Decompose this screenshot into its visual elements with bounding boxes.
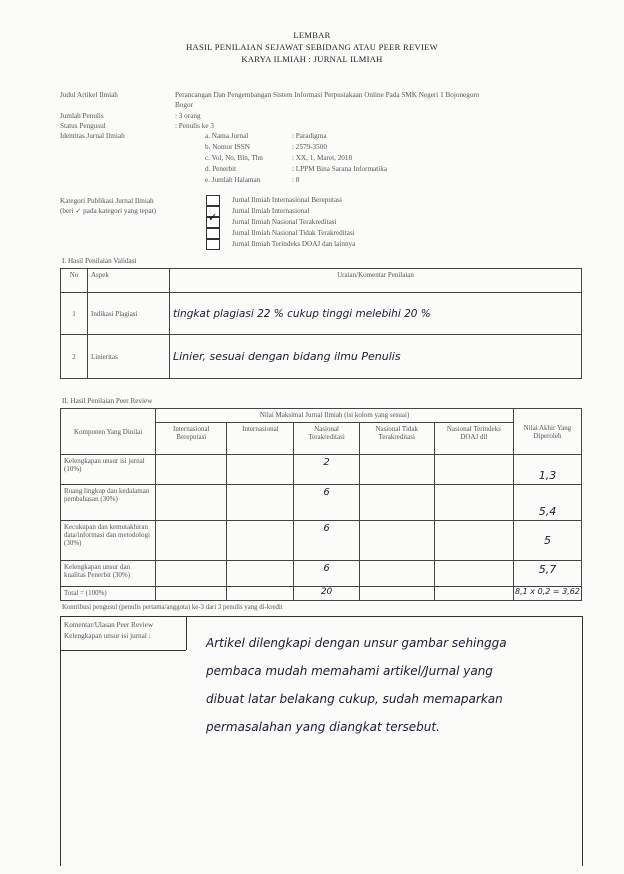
row-komponen: Kelengkapan unsur isi jurnal (10%) <box>61 455 156 485</box>
komentar-line: dibuat latar belakang cukup, sudah memaparkan <box>206 692 503 706</box>
row-nilai-nasional: 6 <box>323 523 330 534</box>
kategori-hint: (beri ✓ pada kategori yang tepat) <box>60 207 157 215</box>
col-header: Nasional Terindeks DOAJ dll <box>434 423 513 455</box>
table-row <box>61 293 582 335</box>
col-header-akhir: Nilai Akhir Yang Diperoleh <box>513 409 581 455</box>
row-nilai-nasional: 2 <box>323 457 330 468</box>
row-komponen: Kecukupan dan kemutakhiran data/informasi dan metodologi (30%) <box>61 521 156 561</box>
row-aspek: Indikasi Plagiasi <box>88 293 170 335</box>
judul-value-cont: Bogor <box>175 101 193 109</box>
komentar-line: permasalahan yang diangkat tersebut. <box>206 720 440 734</box>
komentar-box-top <box>60 616 582 617</box>
kategori-checkbox[interactable] <box>206 239 220 250</box>
table-row <box>61 335 582 379</box>
row-nilai-nasional: 6 <box>323 563 330 574</box>
review-table <box>60 408 582 601</box>
row-aspek: Linieritas <box>88 335 170 379</box>
validasi-table <box>60 268 582 379</box>
col-header-aspek: Aspek <box>88 269 170 293</box>
header-line1: LEMBAR <box>293 30 331 40</box>
status-value: : Penulis ke 3 <box>175 122 214 130</box>
identitas-value: : 8 <box>292 176 300 184</box>
row-komentar: Linier, sesuai dengan bidang ilmu Penulis <box>173 350 401 363</box>
row-nilai-akhir: 5,7 <box>538 563 557 576</box>
komentar-line: pembaca mudah memahami artikel/Jurnal yang <box>206 664 493 678</box>
jumlah-penulis-value: : 3 orang <box>175 112 201 120</box>
row-no: 1 <box>61 293 88 335</box>
row-nilai-nasional: 6 <box>323 487 330 498</box>
table-row <box>61 485 582 521</box>
kontribusi-text: Kontribusi pengusul (penulis pertama/anggota) ke-3 dari 3 penulis yang di-kredit <box>62 604 283 611</box>
status-label: Status Pengusul <box>60 122 106 130</box>
table-row <box>61 521 582 561</box>
identitas-label: Identitas Jurnal Ilmiah <box>60 132 125 140</box>
komentar-box-right <box>582 616 583 866</box>
identitas-value: : LPPM Bina Sarana Informatika <box>292 165 388 173</box>
row-nilai-akhir: 1,3 <box>538 469 557 482</box>
header-line3: KARYA ILMIAH : JURNAL ILMIAH <box>241 54 383 64</box>
kategori-label: Kategori Publikasi Jurnal Ilmiah <box>60 197 154 205</box>
row-komentar-cell <box>170 293 582 335</box>
identitas-key: b. Nomor ISSN <box>205 143 250 151</box>
table-row-total <box>61 587 582 601</box>
identitas-value: : 2579-3500 <box>292 143 327 151</box>
row-komentar: tingkat plagiasi 22 % cukup tinggi melebihi 20 % <box>173 307 431 320</box>
col-header-komponen: Komponen Yang Dinilai <box>61 409 156 455</box>
col-header: Internasional Bereputasi <box>156 423 227 455</box>
checkmark-icon: ✓ <box>208 212 218 224</box>
judul-label: Judul Artikel Ilmiah <box>60 91 118 99</box>
row-komponen: Kelengkapan unsur dan kualitas Penerbit (30%) <box>61 561 156 587</box>
komentar-label-bottom <box>60 650 186 651</box>
row-komponen: Ruang lingkup dan kedalaman pembahasan (30%) <box>61 485 156 521</box>
row-nilai-nasional: 20 <box>320 587 333 597</box>
row-komponen: Total = (100%) <box>61 587 156 601</box>
row-nilai-akhir: 5 <box>543 534 551 547</box>
komentar-box-divider <box>186 616 187 650</box>
identitas-key: e. Jumlah Halaman <box>205 176 261 184</box>
identitas-key: a. Nama Jurnal <box>205 132 249 140</box>
identitas-value: : Paradigma <box>292 132 327 140</box>
section-review-title: II. Hasil Penilaian Peer Review <box>62 397 153 405</box>
kategori-option: Jurnal Ilmiah Nasional Terakreditasi <box>232 218 337 226</box>
kategori-option: Jurnal Ilmiah Internasional Bereputasi <box>232 196 342 204</box>
komentar-line: Artikel dilengkapi dengan unsur gambar sehingga <box>206 636 507 650</box>
col-header: Nasional Tidak Terakreditasi <box>359 423 434 455</box>
col-header-span: Nilai Maksimal Jurnal Ilmiah (isi kolom yang sesuai) <box>156 409 514 423</box>
kategori-option: Jurnal Ilmiah Nasional Tidak Terakreditasi <box>232 229 355 237</box>
jumlah-penulis-label: Jumlah Penulis <box>60 112 104 120</box>
col-header: Internasional <box>227 423 294 455</box>
col-header-komentar: Uraian/Komentar Penilaian <box>170 269 582 293</box>
identitas-key: d. Penerbit <box>205 165 237 173</box>
identitas-key: c. Vol, No, Bln, Thn <box>205 154 263 162</box>
identitas-value: : XX, 1, Maret, 2018 <box>292 154 353 162</box>
kategori-option: Jurnal Ilmiah Terindeks DOAJ dan lainnya <box>232 240 356 248</box>
komentar-box-left <box>60 616 61 866</box>
table-row <box>61 561 582 587</box>
section-validasi-title: I. Hasil Penilaian Validasi <box>62 257 137 265</box>
row-nilai-akhir: 5,4 <box>538 505 557 518</box>
komentar-sublabel: Kelengkapan unsur isi jurnal : <box>64 632 151 640</box>
row-nilai-akhir: 8,1 x 0,2 = 3,62 <box>515 587 580 596</box>
row-no: 2 <box>61 335 88 379</box>
kategori-option: Jurnal Ilmiah Internasional <box>232 207 310 215</box>
row-komentar-cell <box>170 335 582 379</box>
komentar-label: Komentar/Ulasan Peer Review <box>64 621 154 629</box>
kategori-checkbox[interactable] <box>206 228 220 239</box>
header-line2: HASIL PENILAIAN SEJAWAT SEBIDANG ATAU PEER REVIEW <box>186 42 438 52</box>
col-header-no: No <box>61 269 88 293</box>
table-row <box>61 455 582 485</box>
col-header: Nasional Terakreditasi <box>294 423 359 455</box>
judul-value: Perancangan Dan Pengembangan Sistem Informasi Perpustakaan Online Pada SMK Negeri 1 Bojonegoro <box>175 91 480 99</box>
kategori-checkbox[interactable] <box>206 195 220 206</box>
